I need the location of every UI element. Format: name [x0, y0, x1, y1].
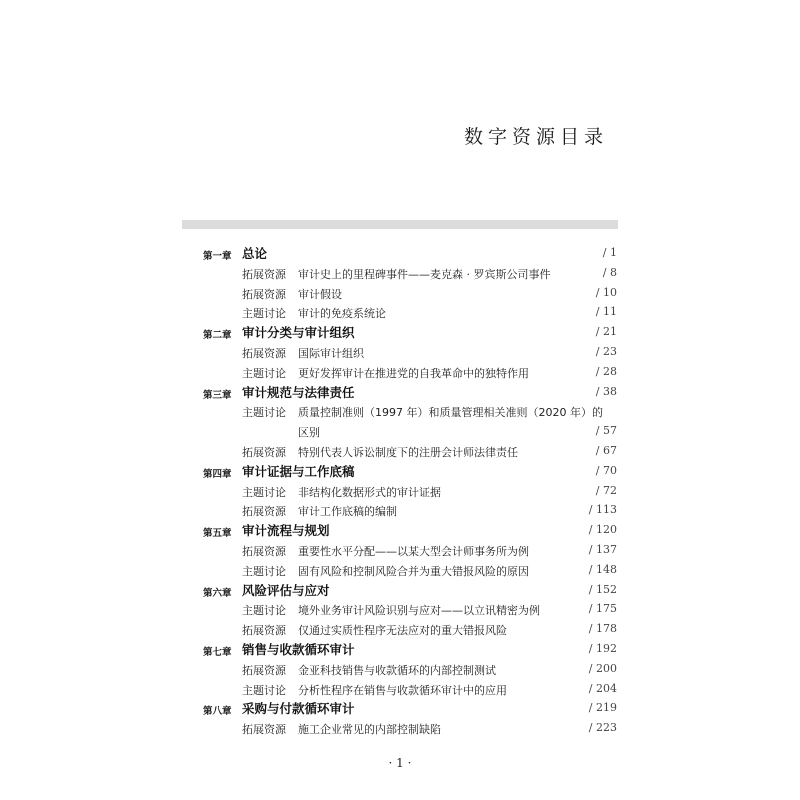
- page-reference: / 70: [595, 464, 617, 477]
- toc-item-row[interactable]: [0, 600, 800, 620]
- chapter-number: 第七章: [203, 647, 232, 658]
- toc-chapter-row[interactable]: [0, 640, 800, 660]
- resource-type-tag: 主题讨论: [242, 486, 286, 499]
- resource-title: 施工企业常见的内部控制缺陷: [298, 723, 441, 736]
- resource-title: 重要性水平分配——以某大型会计师事务所为例: [298, 545, 529, 558]
- page-reference: / 152: [588, 583, 617, 596]
- resource-title: 仅通过实质性程序无法应对的重大错报风险: [298, 624, 507, 637]
- page-reference: / 204: [588, 682, 617, 695]
- toc-chapter-row[interactable]: [0, 383, 800, 403]
- resource-type-tag: 拓展资源: [242, 268, 286, 281]
- page-reference: / 67: [595, 444, 617, 457]
- page-reference: / 200: [588, 662, 617, 675]
- chapter-number: 第四章: [203, 469, 232, 480]
- page-reference: / 28: [595, 365, 617, 378]
- page-reference: / 192: [588, 642, 617, 655]
- page-reference: / 21: [595, 325, 617, 338]
- page-reference: / 223: [588, 721, 617, 734]
- page-reference: / 219: [588, 701, 617, 714]
- resource-title: 国际审计组织: [298, 347, 364, 360]
- resource-type-tag: 主题讨论: [242, 367, 286, 380]
- resource-type-tag: 拓展资源: [242, 624, 286, 637]
- page-reference: / 178: [588, 622, 617, 635]
- resource-type-tag: 拓展资源: [242, 664, 286, 677]
- toc-item-row[interactable]: [0, 402, 800, 422]
- toc-chapter-row[interactable]: [0, 323, 800, 343]
- chapter-number: 第三章: [203, 390, 232, 401]
- resource-title: 特别代表人诉讼制度下的注册会计师法律责任: [298, 446, 518, 459]
- resource-title: 境外业务审计风险识别与应对——以立讯精密为例: [298, 604, 540, 617]
- toc-item-row[interactable]: [0, 442, 800, 462]
- chapter-number: 第八章: [203, 706, 232, 717]
- page-reference: / 137: [588, 543, 617, 556]
- toc-item-row[interactable]: [0, 660, 800, 680]
- resource-title: 审计工作底稿的编制: [298, 505, 397, 518]
- page-reference: / 72: [595, 484, 617, 497]
- resource-type-tag: 主题讨论: [242, 565, 286, 578]
- page-reference: / 120: [588, 523, 617, 536]
- toc-item-row[interactable]: [0, 284, 800, 304]
- chapter-title: 审计流程与规划: [242, 523, 330, 538]
- resource-title: 审计假设: [298, 288, 342, 301]
- page-reference: / 148: [588, 563, 617, 576]
- toc-item-row[interactable]: [0, 482, 800, 502]
- resource-title: 分析性程序在销售与收款循环审计中的应用: [298, 684, 507, 697]
- chapter-title: 总论: [242, 246, 268, 261]
- resource-type-tag: 主题讨论: [242, 684, 286, 697]
- chapter-number: 第一章: [203, 251, 232, 262]
- page-reference: / 23: [595, 345, 617, 358]
- page-reference: / 8: [602, 266, 617, 279]
- resource-title: 区别: [298, 426, 320, 439]
- toc-item-row[interactable]: [0, 303, 800, 323]
- chapter-title: 审计规范与法律责任: [242, 385, 355, 400]
- header-divider-bar: [182, 220, 618, 229]
- chapter-number: 第二章: [203, 330, 232, 341]
- page-number-footer: · 1 ·: [388, 756, 412, 770]
- page-reference: / 10: [595, 286, 617, 299]
- toc-item-row[interactable]: [0, 561, 800, 581]
- resource-title: 金亚科技销售与收款循环的内部控制测试: [298, 664, 496, 677]
- chapter-number: 第六章: [203, 588, 232, 599]
- resource-title: 更好发挥审计在推进党的自我革命中的独特作用: [298, 367, 529, 380]
- resource-type-tag: 拓展资源: [242, 347, 286, 360]
- resource-type-tag: 主题讨论: [242, 604, 286, 617]
- toc-chapter-row[interactable]: [0, 462, 800, 482]
- toc-chapter-row[interactable]: [0, 699, 800, 719]
- chapter-number: 第五章: [203, 528, 232, 539]
- chapter-title: 审计证据与工作底稿: [242, 464, 355, 479]
- page-reference: / 11: [595, 305, 617, 318]
- resource-title: 审计的免疫系统论: [298, 307, 386, 320]
- resource-type-tag: 主题讨论: [242, 406, 286, 419]
- toc-chapter-row[interactable]: [0, 244, 800, 264]
- chapter-title: 风险评估与应对: [242, 583, 330, 598]
- page-reference: / 57: [595, 424, 617, 437]
- chapter-title: 采购与付款循环审计: [242, 701, 355, 716]
- resource-title: 质量控制准则（1997 年）和质量管理相关准则（2020 年）的: [298, 406, 603, 419]
- page-reference: / 113: [588, 503, 617, 516]
- resource-title: 审计史上的里程碑事件——麦克森 · 罗宾斯公司事件: [298, 268, 551, 281]
- toc-item-row[interactable]: [0, 343, 800, 363]
- resource-type-tag: 拓展资源: [242, 446, 286, 459]
- resource-type-tag: 拓展资源: [242, 545, 286, 558]
- toc-item-row[interactable]: [0, 680, 800, 700]
- page-reference: / 1: [602, 246, 617, 259]
- toc-chapter-row[interactable]: [0, 581, 800, 601]
- page-title: 数字资源目录: [464, 126, 609, 148]
- toc-item-row[interactable]: [0, 363, 800, 383]
- toc-chapter-row[interactable]: [0, 521, 800, 541]
- toc-item-row[interactable]: [0, 264, 800, 284]
- page-reference: / 38: [595, 385, 617, 398]
- toc-item-row[interactable]: [0, 719, 800, 739]
- page-reference: / 175: [588, 602, 617, 615]
- resource-title: 非结构化数据形式的审计证据: [298, 486, 441, 499]
- chapter-title: 销售与收款循环审计: [242, 642, 355, 657]
- resource-type-tag: 主题讨论: [242, 307, 286, 320]
- resource-type-tag: 拓展资源: [242, 505, 286, 518]
- toc-item-row[interactable]: [0, 422, 800, 442]
- chapter-title: 审计分类与审计组织: [242, 325, 355, 340]
- resource-type-tag: 拓展资源: [242, 723, 286, 736]
- resource-type-tag: 拓展资源: [242, 288, 286, 301]
- toc-item-row[interactable]: [0, 620, 800, 640]
- resource-title: 固有风险和控制风险合并为重大错报风险的原因: [298, 565, 529, 578]
- toc-item-row[interactable]: [0, 541, 800, 561]
- toc-item-row[interactable]: [0, 501, 800, 521]
